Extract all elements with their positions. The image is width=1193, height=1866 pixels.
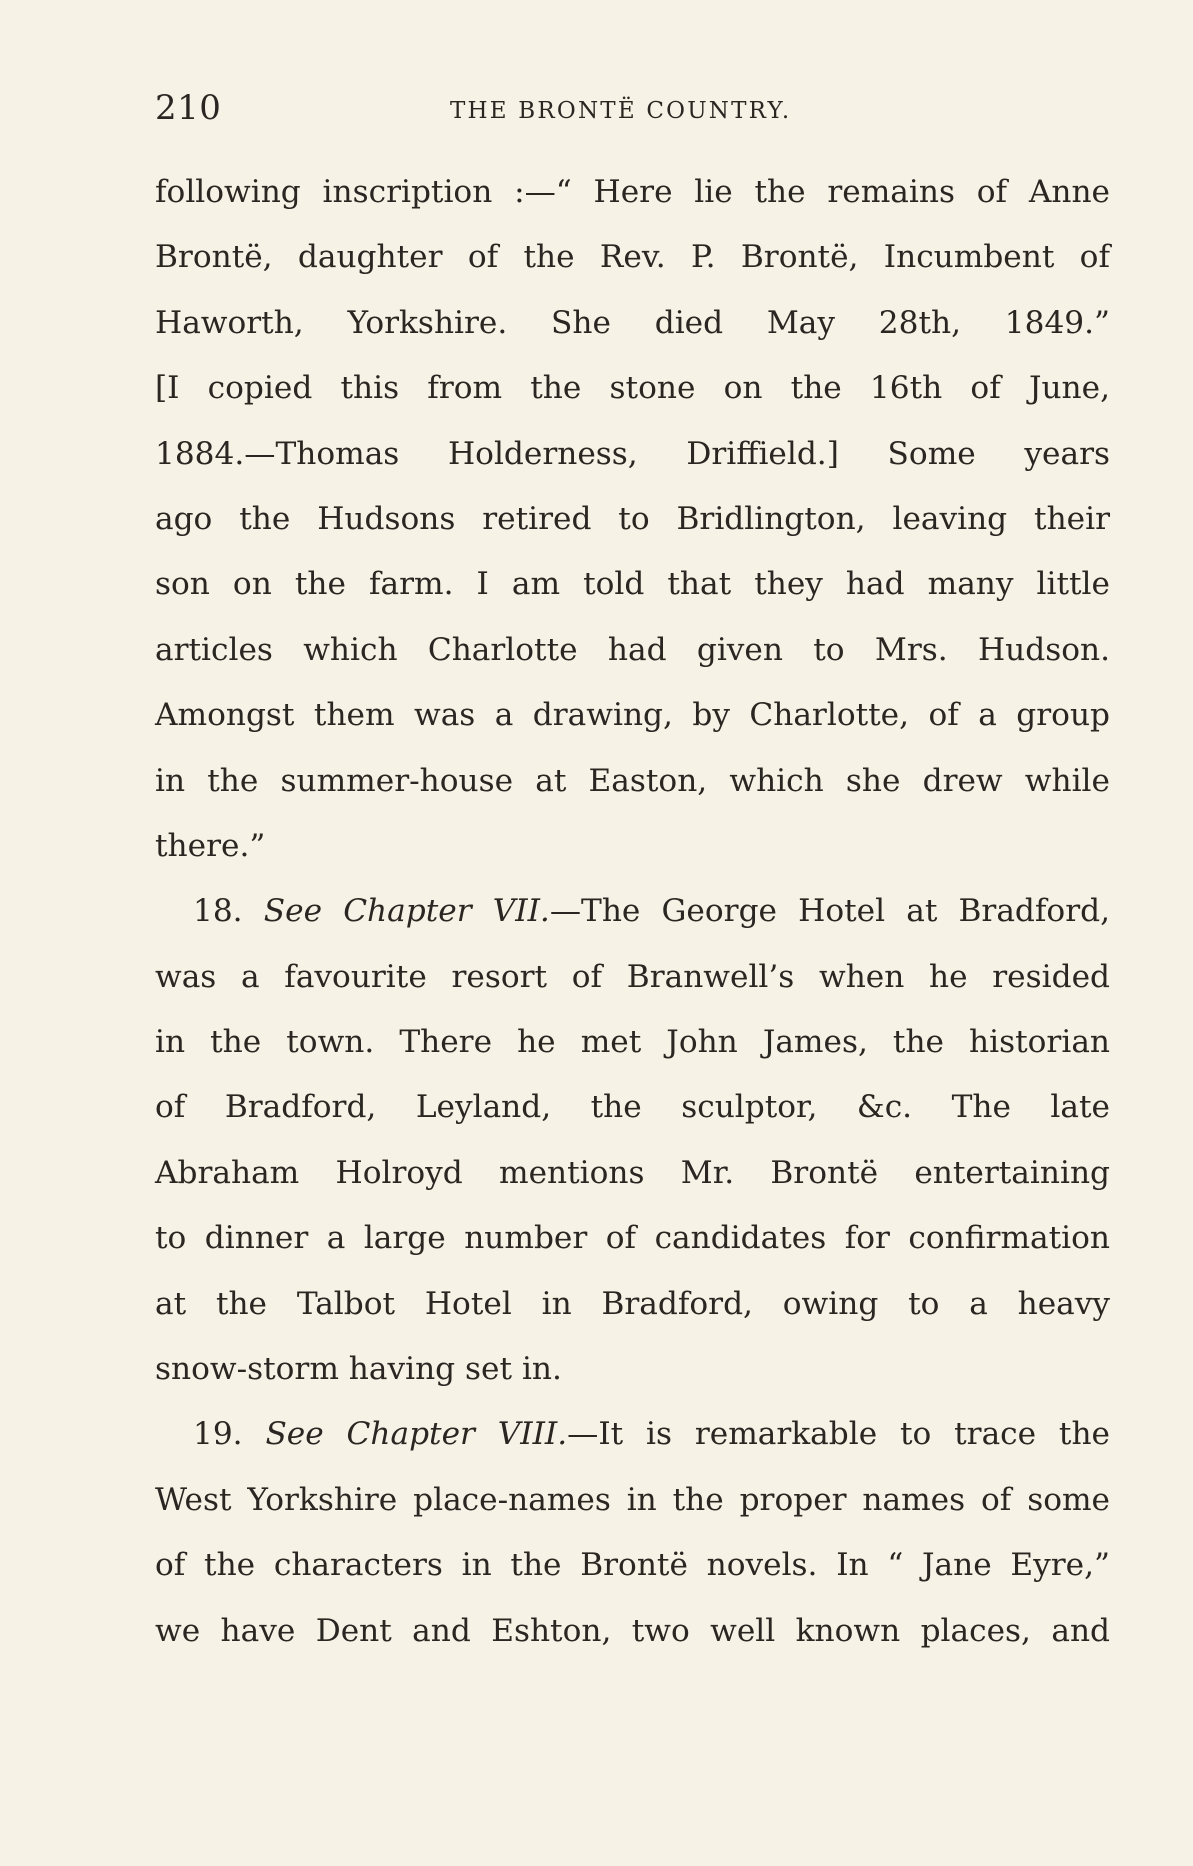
text-line: Amongst them was a drawing, by Charlotte, of a group <box>155 697 1110 734</box>
text-line: ago the Hudsons retired to Bridlington, leaving their <box>155 500 1110 537</box>
note-18-first-line <box>155 879 1110 944</box>
text-line: of the characters in the Brontë novels. In “ Jane Eyre,” <box>155 1547 1110 1584</box>
text-line: son on the farm. I am told that they had many little <box>155 566 1110 603</box>
text-line: [I copied this from the stone on the 16th of June, <box>155 370 1110 407</box>
text-line: in the summer-house at Easton, which she drew while <box>155 762 1110 799</box>
text-line: we have Dent and Eshton, two well known places, and <box>155 1612 1110 1649</box>
text-line: of Bradford, Leyland, the sculptor, &c. The late <box>155 1089 1110 1126</box>
text-line: Brontë, daughter of the Rev. P. Brontë, Incumbent of <box>155 239 1110 276</box>
chapter-reference: See Chapter VII. <box>263 893 550 930</box>
running-head: THE BRONTË COUNTRY. <box>450 98 792 124</box>
text-line: snow-storm having set in. <box>155 1351 562 1388</box>
text-line: at the Talbot Hotel in Bradford, owing to a heavy <box>155 1285 1110 1322</box>
note-text: —It is remarkable to trace the <box>567 1416 1110 1453</box>
page-header <box>155 88 1110 138</box>
note-number: 19. <box>193 1416 243 1453</box>
note-number: 18. <box>193 893 243 930</box>
text-line: was a favourite resort of Branwell’s when he resided <box>155 958 1110 995</box>
text-line: 1884.—Thomas Holderness, Driffield.] Some years <box>155 435 1110 472</box>
body-text <box>155 160 1110 1664</box>
text-line: West Yorkshire place-names in the proper names of some <box>155 1481 1110 1518</box>
text-line: in the town. There he met John James, the historian <box>155 1024 1110 1061</box>
note-19-first-line <box>155 1402 1110 1467</box>
text-line: articles which Charlotte had given to Mrs. Hudson. <box>155 631 1110 668</box>
text-line: Abraham Holroyd mentions Mr. Brontë entertaining <box>155 1154 1110 1191</box>
note-text: —The George Hotel at Bradford, <box>549 893 1110 930</box>
chapter-reference: See Chapter VIII. <box>265 1416 568 1453</box>
text-line: to dinner a large number of candidates for confirmation <box>155 1220 1110 1257</box>
page-number: 210 <box>155 88 222 128</box>
text-line: following inscription :—“ Here lie the remains of Anne <box>155 174 1110 210</box>
text-line: Haworth, Yorkshire. She died May 28th, 1849.” <box>155 304 1110 341</box>
text-line: there.” <box>155 827 266 864</box>
